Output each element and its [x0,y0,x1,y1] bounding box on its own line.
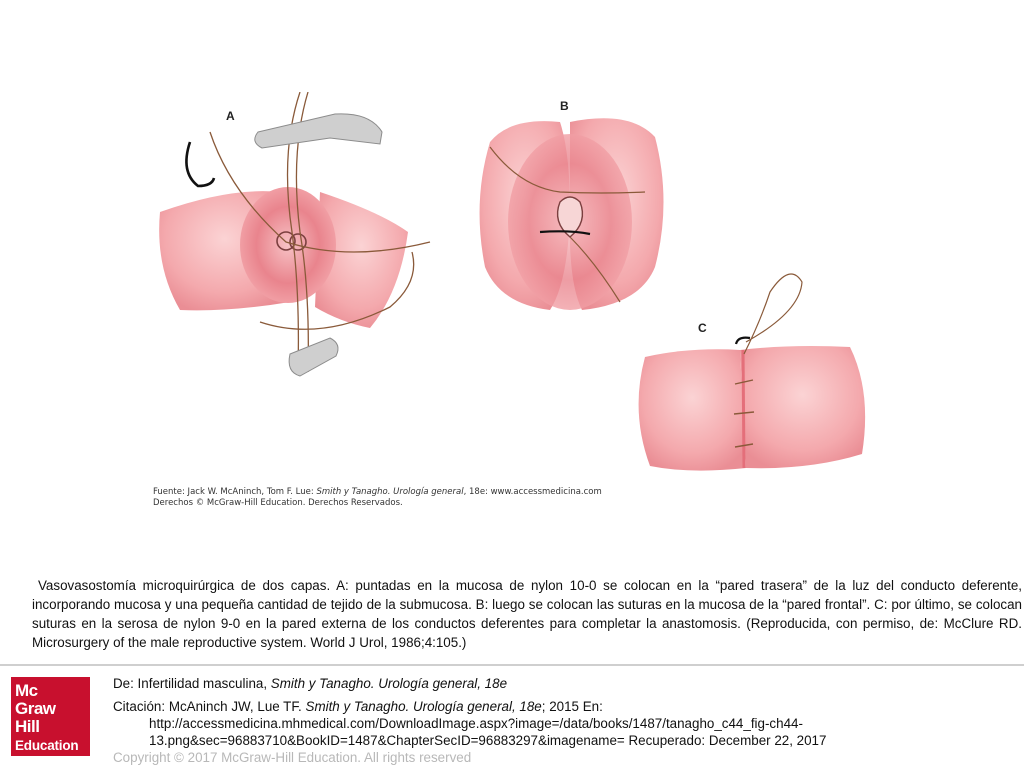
citation-url-line2[interactable]: 13.png&sec=96883710&BookID=1487&ChapterSecID=96883297&imagename= Recuperado: December 22, 2017 [149,733,827,748]
vas-segment-c-right [740,346,865,468]
rights-line: Derechos © McGraw-Hill Education. Derechos Reservados. [153,498,403,508]
citation-block [113,675,1013,766]
clamp-upper-icon [255,114,382,148]
needle-icon [186,142,214,186]
source-line: Fuente: Jack W. McAninch, Tom F. Lue: Smith y Tanagho. Urología general, 18e: www.accessmedicina.com [153,487,602,497]
clamp-lower-icon [289,338,338,376]
logo-line1: Mc [15,681,38,700]
logo-line2: Graw [15,699,56,718]
citation-url-line1[interactable]: http://accessmedicina.mhmedical.com/DownloadImage.aspx?image=/data/books/1487/tanagho_c44_fig-ch44- [149,716,803,731]
footer-divider [0,664,1024,666]
caption-text: Vasovasostomía microquirúrgica de dos capas. A: puntadas en la mucosa de nylon 10-0 se colocan en la “pared trasera” de la luz del conducto deferente, incorporando mucosa y una pequeña cantidad de tejido de la submucosa. B: luego se colocan las suturas en la mucosa de la “pared frontal”. C: por último, se colocan suturas en la serosa de nylon 9-0 en la pared externa de los conductos deferentes para completar la anastomosis. (Reproducida, con permiso, de: McClure RD. Microsurgery of the male reproductive system. World J Urol, 1986;4:105.) [32,578,1022,650]
panel-label-c: C [698,321,707,335]
source-credit [153,487,753,509]
from-line: De: Infertilidad masculina, Smith y Tanagho. Urología general, 18e [113,676,508,691]
copyright-notice: Copyright © 2017 McGraw-Hill Education. All rights reserved [113,750,472,765]
vasovasostomy-illustration [150,92,870,512]
mcgraw-hill-logo [11,677,90,756]
panel-c [639,274,866,471]
logo-line4: Education [15,738,79,753]
vas-lumen-a [240,187,336,303]
panel-a [159,92,430,376]
figure-caption [32,576,1022,652]
anastomosis-line [743,350,744,468]
vas-segment-c-left [639,349,746,470]
suture-thread-c1 [744,274,802,354]
panel-label-a: A [226,109,235,123]
surgical-figure [150,92,870,512]
panel-label-b: B [560,99,569,113]
citation-line: Citación: McAninch JW, Lue TF. Smith y Tanagho. Urología general, 18e; 2015 En: [113,699,603,714]
panel-b [480,99,664,310]
logo-line3: Hill [15,717,40,736]
